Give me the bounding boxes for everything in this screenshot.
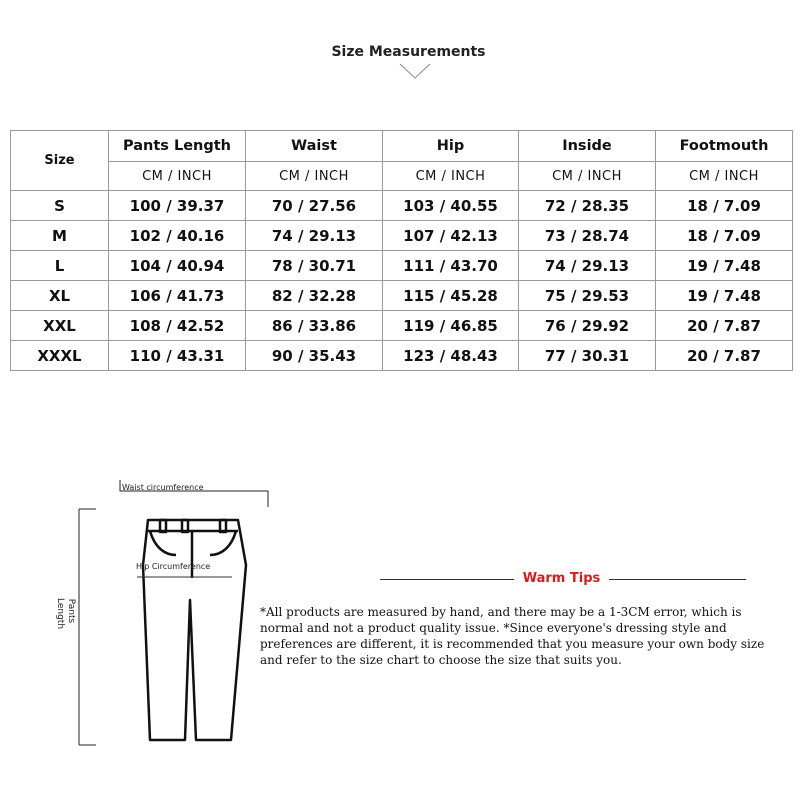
column-header: Waist	[246, 131, 383, 162]
unit-row	[11, 162, 793, 191]
column-header: Inside	[519, 131, 656, 162]
column-header: Footmouth	[656, 131, 793, 162]
table-cell: 19 / 7.48	[656, 281, 793, 311]
table-cell: 86 / 33.86	[246, 311, 383, 341]
table-cell: 115 / 45.28	[383, 281, 519, 311]
table-cell: 74 / 29.13	[519, 251, 656, 281]
header-row	[11, 131, 793, 162]
size-cell: XXL	[11, 311, 109, 341]
unit-header: CM / INCH	[246, 162, 383, 191]
table-cell: 107 / 42.13	[383, 221, 519, 251]
table-cell: 103 / 40.55	[383, 191, 519, 221]
table-cell: 82 / 32.28	[246, 281, 383, 311]
unit-header: CM / INCH	[383, 162, 519, 191]
size-cell: M	[11, 221, 109, 251]
table-cell: 78 / 30.71	[246, 251, 383, 281]
table-row	[11, 311, 793, 341]
size-cell: L	[11, 251, 109, 281]
table-cell: 106 / 41.73	[109, 281, 246, 311]
table-cell: 73 / 28.74	[519, 221, 656, 251]
table-cell: 20 / 7.87	[656, 311, 793, 341]
chevron-down-icon	[399, 62, 431, 80]
column-header: Pants Length	[109, 131, 246, 162]
table-cell: 100 / 39.37	[109, 191, 246, 221]
table-cell: 119 / 46.85	[383, 311, 519, 341]
table-cell: 76 / 29.92	[519, 311, 656, 341]
table-cell: 90 / 35.43	[246, 341, 383, 371]
length-measure-bracket	[79, 509, 96, 745]
table-cell: 77 / 30.31	[519, 341, 656, 371]
table-cell: 18 / 7.09	[656, 221, 793, 251]
table-row	[11, 341, 793, 371]
waist-label: Waist circumference	[122, 483, 204, 492]
hip-label: Hip Circumference	[136, 562, 211, 571]
table-cell: 104 / 40.94	[109, 251, 246, 281]
length-label: Pants Length	[55, 598, 76, 630]
size-header: Size	[11, 131, 109, 191]
table-cell: 70 / 27.56	[246, 191, 383, 221]
table-row	[11, 251, 793, 281]
table-cell: 19 / 7.48	[656, 251, 793, 281]
table-cell: 123 / 48.43	[383, 341, 519, 371]
table-cell: 75 / 29.53	[519, 281, 656, 311]
divider	[380, 579, 514, 580]
table-row	[11, 191, 793, 221]
size-cell: S	[11, 191, 109, 221]
warm-tips-text: *All products are measured by hand, and there may be a 1-3CM error, which is normal and not a product quality issue. *Since everyone's dressing style and preferences are different, it is recommended that you measure your own body size and refer to the size chart to choose the size that suits you.	[260, 605, 765, 667]
table-cell: 20 / 7.87	[656, 341, 793, 371]
page-title: Size Measurements	[331, 44, 486, 60]
table-cell: 72 / 28.35	[519, 191, 656, 221]
table-cell: 74 / 29.13	[246, 221, 383, 251]
divider	[609, 579, 746, 580]
size-cell: XXXL	[11, 341, 109, 371]
table-cell: 110 / 43.31	[109, 341, 246, 371]
table-cell: 102 / 40.16	[109, 221, 246, 251]
table-cell: 111 / 43.70	[383, 251, 519, 281]
table-row	[11, 281, 793, 311]
warm-tips-title: Warm Tips	[522, 571, 601, 586]
unit-header: CM / INCH	[656, 162, 793, 191]
table-cell: 108 / 42.52	[109, 311, 246, 341]
table-cell: 18 / 7.09	[656, 191, 793, 221]
size-cell: XL	[11, 281, 109, 311]
column-header: Hip	[383, 131, 519, 162]
pants-outline	[143, 520, 246, 740]
unit-header: CM / INCH	[109, 162, 246, 191]
table-row	[11, 221, 793, 251]
unit-header: CM / INCH	[519, 162, 656, 191]
size-table	[10, 130, 793, 371]
